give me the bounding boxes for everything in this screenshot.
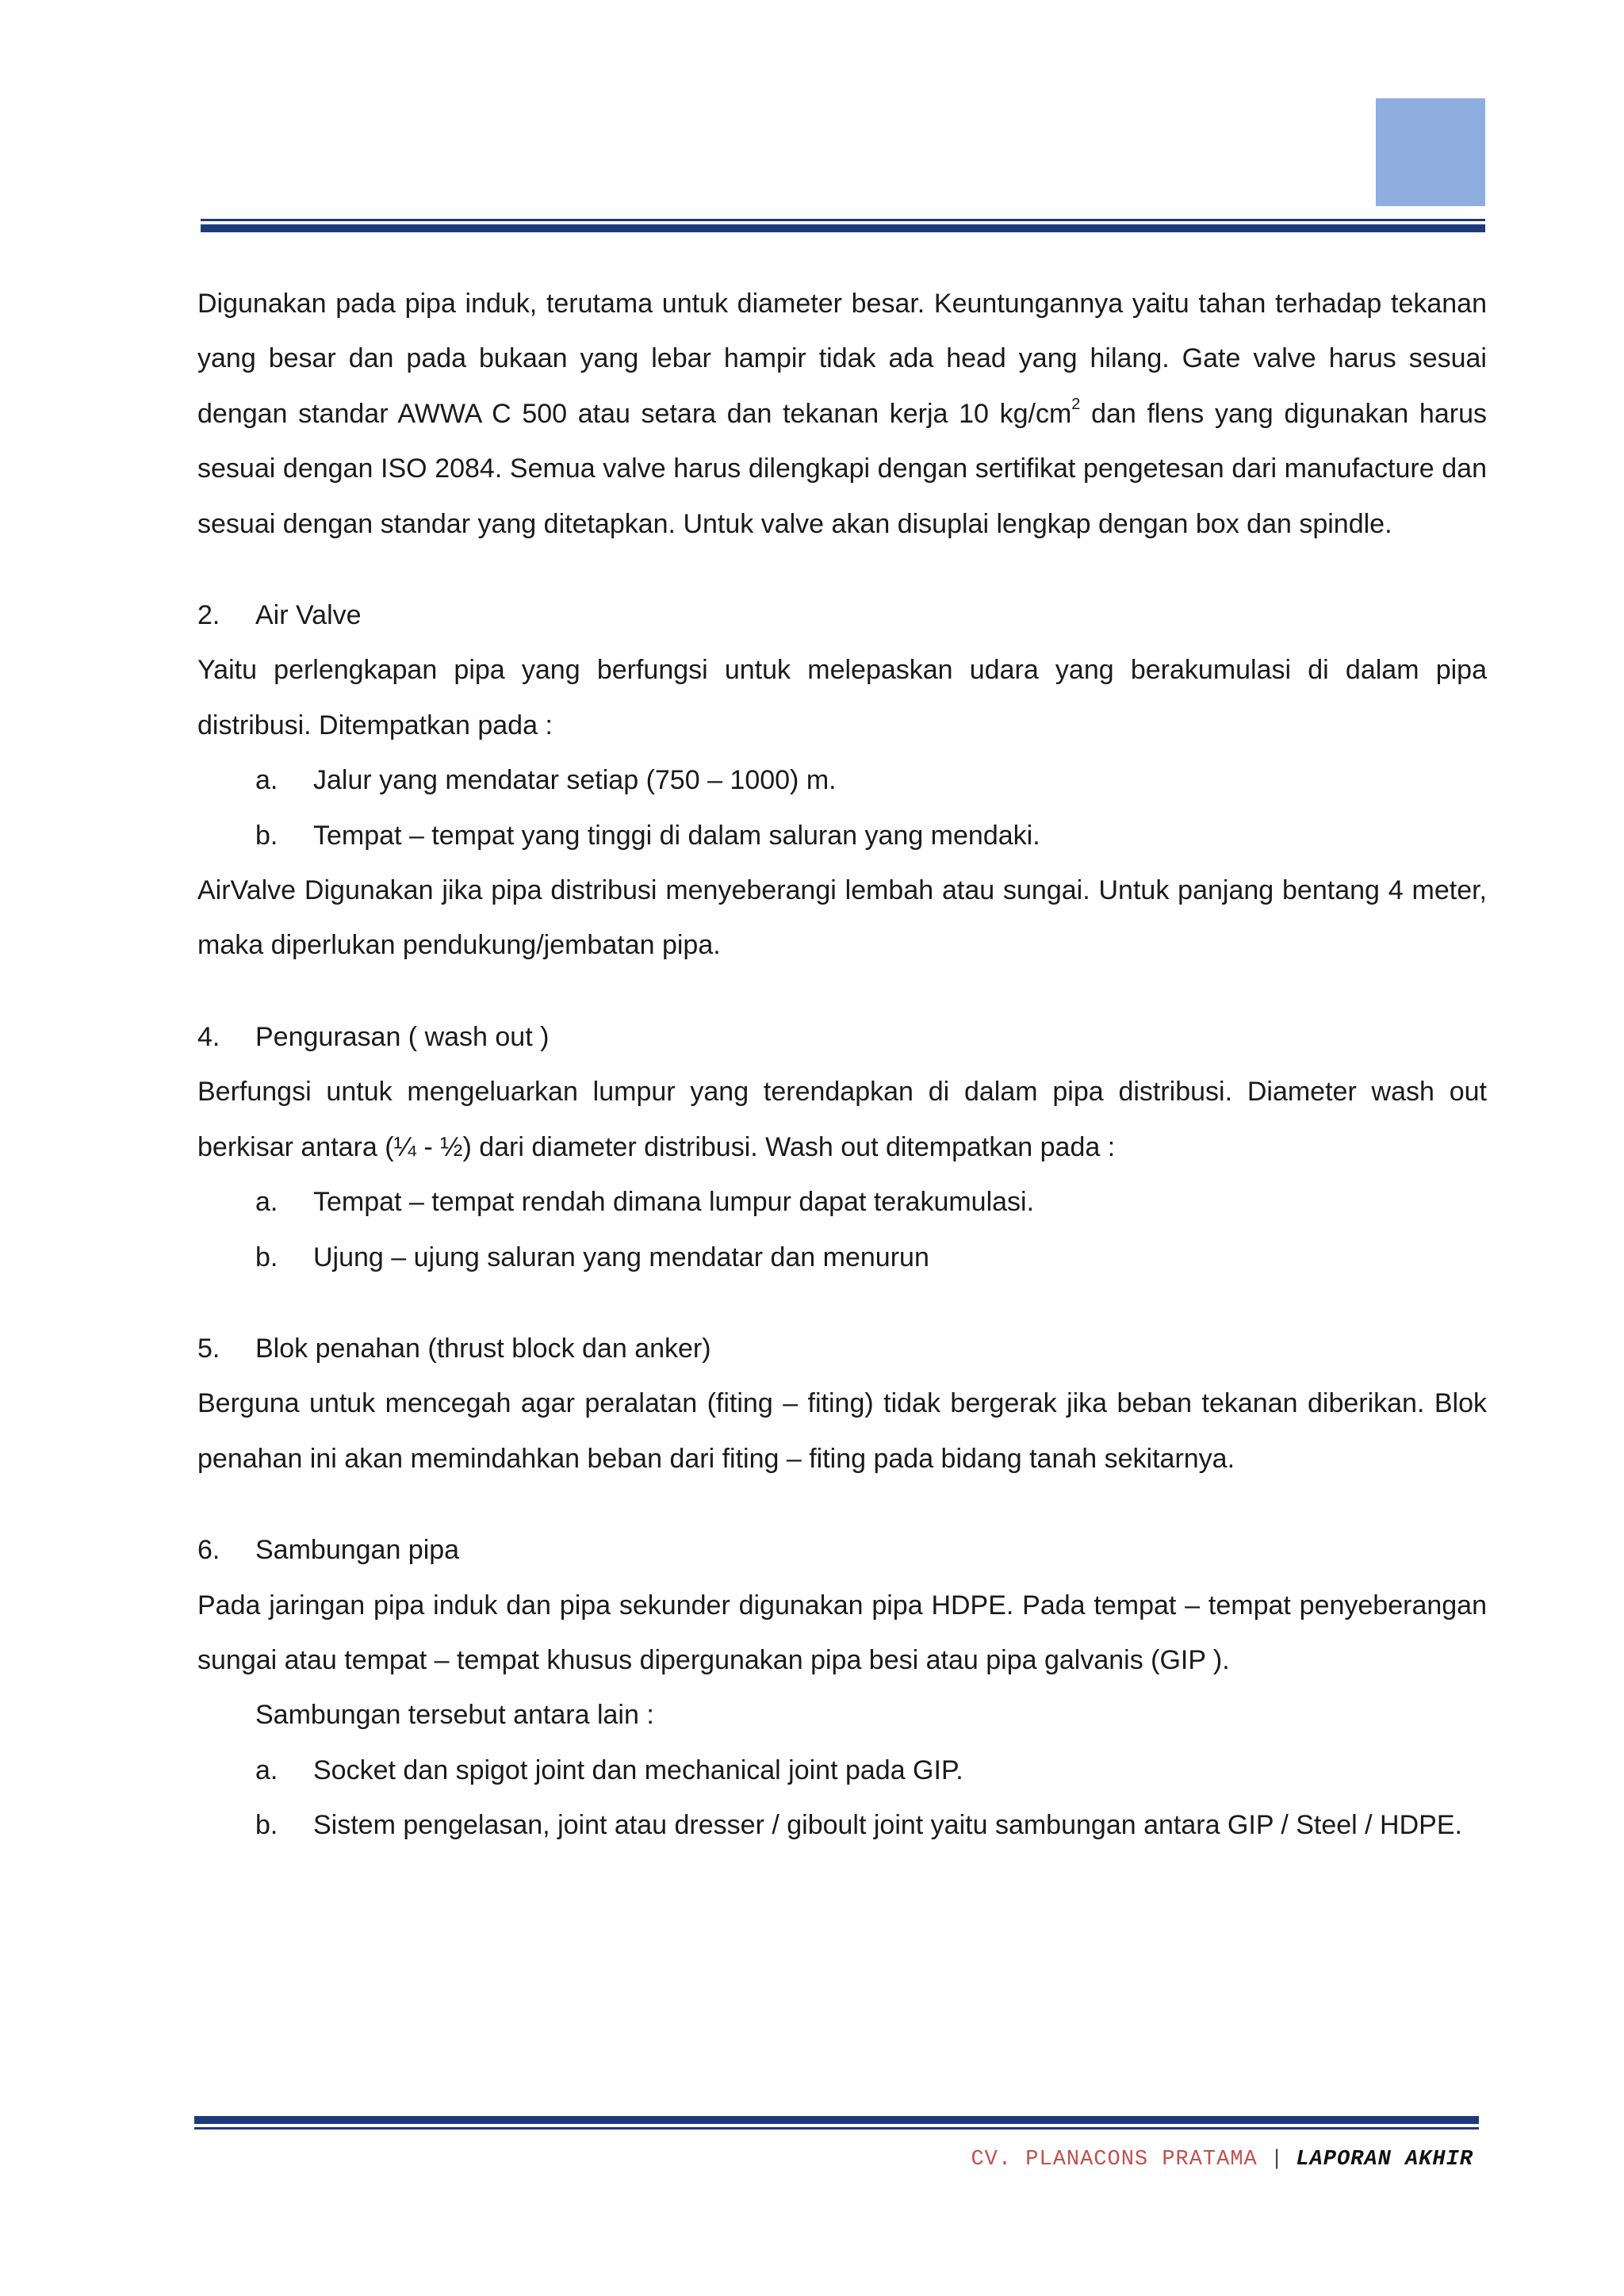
list-item: a. Jalur yang mendatar setiap (750 – 1000) m. (255, 765, 837, 796)
header-rule (201, 219, 1485, 232)
section-paragraph: Pada jaringan pipa induk dan pipa sekunder digunakan pipa HDPE. Pada tempat – tempat penyeberangan sungai atau tempat – tempat khusus dipergunakan pipa besi atau pipa galvanis (GIP ). (197, 1590, 1487, 1675)
footer (971, 2148, 1473, 2172)
list-item: b. Tempat – tempat yang tinggi di dalam saluran yang mendaki. (255, 820, 1040, 851)
intro-paragraph: Digunakan pada pipa induk, terutama untuk diameter besar. Keuntungannya yaitu tahan terhadap tekanan yang besar dan pada bukaan yang lebar hampir tidak ada head yang hilang. Gate valve harus sesuai dengan standar AWWA C 500 atau setara dan tekanan kerja 10 $kg/cm^2$ dan flens yang digunakan harus sesuai dengan ISO 2084. Semua valve harus dilengkapi dengan sertifikat pengetesan dari manufacture dan sesuai dengan standar yang ditetapkan. Untuk valve akan disuplai lengkap dengan box dan spindle. (197, 289, 1487, 539)
footer-rule (194, 2116, 1479, 2130)
footer-report-title: LAPORAN AKHIR (1296, 2148, 1473, 2172)
section-paragraph: Berguna untuk mencegah agar peralatan (fiting – fiting) tidak bergerak jika beban tekanan diberikan. Blok penahan ini akan memindahkan beban dari fiting – fiting pada bidang tanah sekitarnya. (197, 1388, 1487, 1474)
section-note: AirValve Digunakan jika pipa distribusi menyeberangi lembah atau sungai. Untuk panjang bentang 4 meter, maka diperlukan pendukung/jembatan pipa. (197, 875, 1487, 961)
section-heading-washout: 4. Pengurasan ( wash out ) (197, 1021, 550, 1052)
header-accent-block (1376, 98, 1485, 206)
list-item: a. Tempat – tempat rendah dimana lumpur dapat terakumulasi. (255, 1187, 1035, 1218)
page-body (197, 277, 1487, 1854)
list-item: b. Ujung – ujung saluran yang mendatar dan menurun (255, 1242, 929, 1272)
footer-separator: | (1257, 2148, 1297, 2172)
superscript: 2 (1071, 396, 1081, 414)
section-paragraph: Berfungsi untuk mengeluarkan lumpur yang terendapkan di dalam pipa distribusi. Diameter wash out berkisar antara (¼ - ½) dari diameter distribusi. Wash out ditempatkan pada : (197, 1077, 1487, 1162)
section-subtext: Sambungan tersebut antara lain : (255, 1700, 654, 1731)
list-item: b. Sistem pengelasan, joint atau dresser / giboult joint yaitu sambungan antara GIP / Steel / HDPE. (255, 1810, 1462, 1841)
section-heading-air-valve: 2. Air Valve (197, 600, 362, 631)
section-heading-thrust-block: 5. Blok penahan (thrust block dan anker) (197, 1333, 711, 1364)
footer-company: CV. PLANACONS PRATAMA (971, 2148, 1258, 2172)
list-item: a. Socket dan spigot joint dan mechanical joint pada GIP. (255, 1755, 963, 1785)
section-heading-pipe-joint: 6. Sambungan pipa (197, 1535, 460, 1566)
section-paragraph: Yaitu perlengkapan pipa yang berfungsi untuk melepaskan udara yang berakumulasi di dalam pipa distribusi. Ditempatkan pada : (197, 655, 1487, 740)
